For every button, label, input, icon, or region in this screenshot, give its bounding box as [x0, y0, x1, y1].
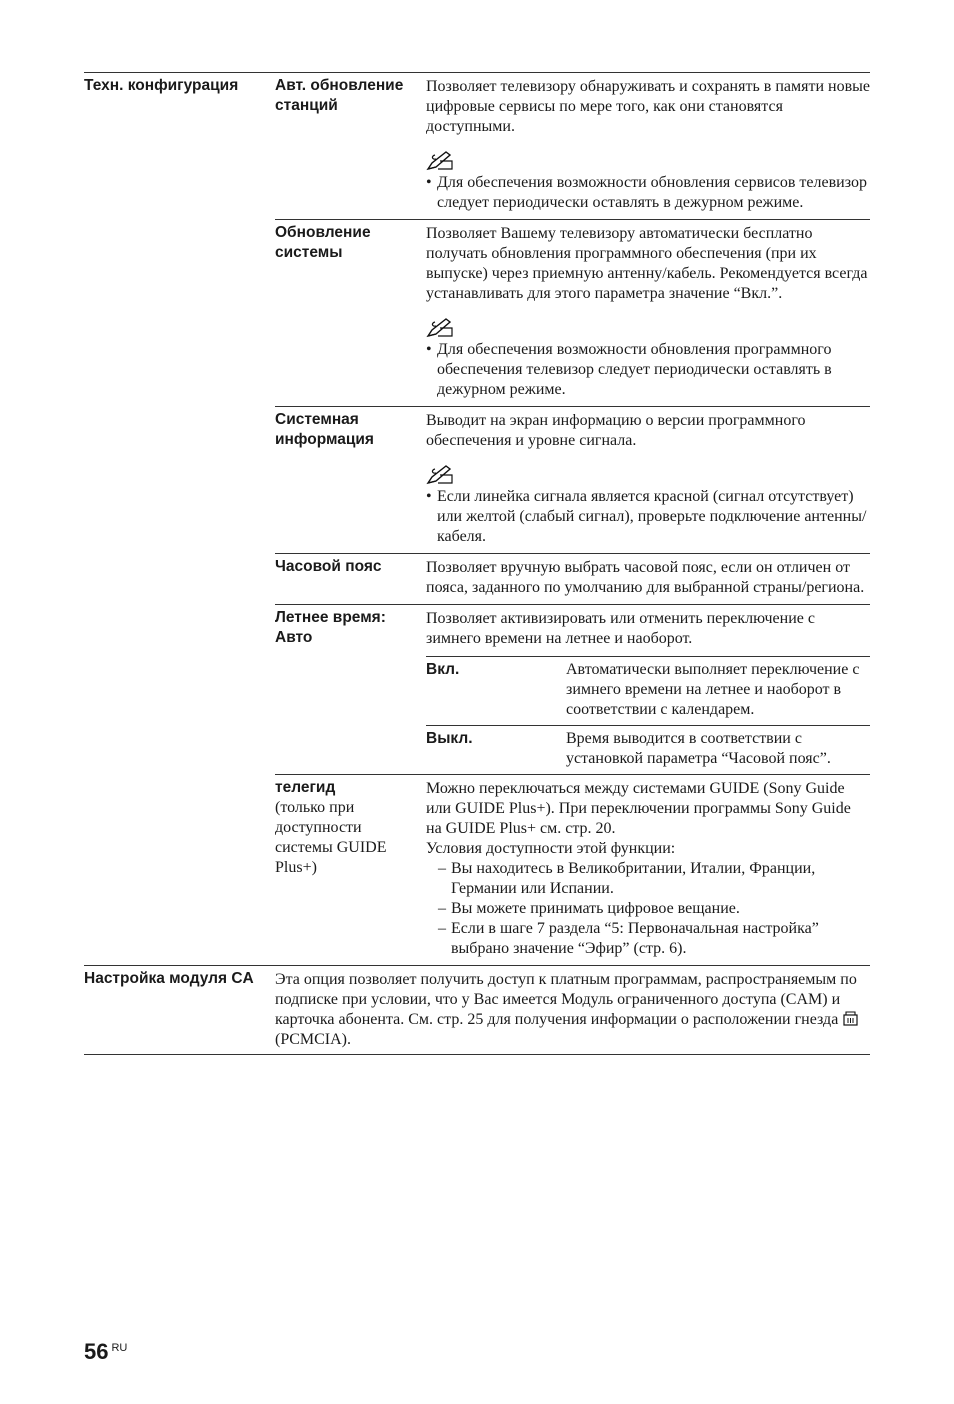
guide-desc: Можно переключаться между системами GUIDE (Sony Guide или GUIDE Plus+). При переключении программы Sony Guide на GUIDE Plus+ см. стр. 20. [426, 780, 851, 837]
dst-label: Летнее время: Авто [275, 609, 386, 646]
dst-on-desc: Автоматически выполняет переключение с зимнего времени на летнее и наоборот в соответствии с календарем. [566, 661, 860, 718]
dst-off-desc: Время выводится в соответствии с установкой параметра “Часовой пояс”. [566, 730, 831, 767]
dst-on-label: Вкл. [426, 661, 460, 678]
ca-module-desc: Эта опция позволяет получить доступ к платным программам, распространяемым по подписке при условии, что у Вас имеется Модуль ограниченного доступа (CAM) и карточка абонента. См. стр. 25 для получения информации о расположении гнезда (PCMCIA). [275, 966, 870, 1054]
system-info-desc: Выводит на экран информацию о версии программного обеспечения и уровне сигнала. [426, 412, 806, 449]
pencil-note-icon [426, 316, 456, 338]
dst-options [426, 656, 870, 774]
guide-row [275, 774, 870, 965]
guide-conditions-intro: Условия доступности этой функции: [426, 840, 676, 857]
system-update-desc: Позволяет Вашему телевизору автоматически бесплатно получать обновления программного обеспечения (при их выпуске) через приемную антенну/кабель. Рекомендуется всегда устанавливать для этого параметра значение “Вкл.”. [426, 225, 868, 302]
dst-row [275, 604, 870, 774]
guide-sublabel: (только при доступности системы GUIDE Plus+) [275, 799, 387, 876]
pencil-note-icon [426, 149, 456, 171]
page-language: RU [111, 1342, 128, 1354]
guide-condition-3: – Если в шаге 7 раздела “5: Первоначальная настройка” выбрано значение “Эфир” (стр. 6). [438, 920, 819, 957]
dst-off-row [426, 725, 870, 774]
settings-table [84, 72, 870, 1055]
guide-label: телегид [275, 779, 336, 796]
ca-module-row [84, 965, 870, 1055]
auto-update-row [275, 73, 870, 219]
dst-off-label: Выкл. [426, 730, 473, 747]
pcmcia-slot-icon [842, 1010, 859, 1027]
time-zone-label: Часовой пояс [275, 558, 382, 575]
system-info-row [275, 406, 870, 553]
page-number [84, 1339, 127, 1365]
dst-on-row [426, 656, 870, 725]
dst-desc: Позволяет активизировать или отменить переключение с зимнего времени на летнее и наоборот. [426, 610, 815, 647]
system-info-note: • Если линейка сигнала является красной (сигнал отсутствует) или желтой (слабый сигнал), проверьте подключение антенны/кабеля. [426, 488, 867, 545]
page-number-value: 56 [84, 1339, 109, 1364]
auto-update-note: • Для обеспечения возможности обновления сервисов телевизор следует периодически оставлять в дежурном режиме. [426, 174, 867, 211]
time-zone-row [275, 553, 870, 604]
tech-config-label: Техн. конфигурация [84, 77, 239, 94]
guide-condition-2: – Вы можете принимать цифровое вещание. [438, 900, 740, 917]
ca-module-label: Настройка модуля CA [84, 970, 254, 987]
system-update-note: • Для обеспечения возможности обновления программного обеспечения телевизор следует периодически оставлять в дежурном режиме. [426, 341, 832, 398]
guide-condition-1: – Вы находитесь в Великобритании, Италии, Франции, Германии или Испании. [438, 860, 816, 897]
pencil-note-icon [426, 463, 456, 485]
system-info-label: Системная информация [275, 411, 374, 448]
auto-update-desc: Позволяет телевизору обнаруживать и сохранять в памяти новые цифровые сервисы по мере того, как они становятся доступными. [426, 78, 870, 135]
auto-update-label: Авт. обновление станций [275, 77, 404, 114]
tech-config-row [84, 72, 870, 965]
system-update-row [275, 219, 870, 406]
system-update-label: Обновление системы [275, 224, 371, 261]
time-zone-desc: Позволяет вручную выбрать часовой пояс, если он отличен от пояса, заданного по умолчанию для выбранной страны/региона. [426, 559, 865, 596]
